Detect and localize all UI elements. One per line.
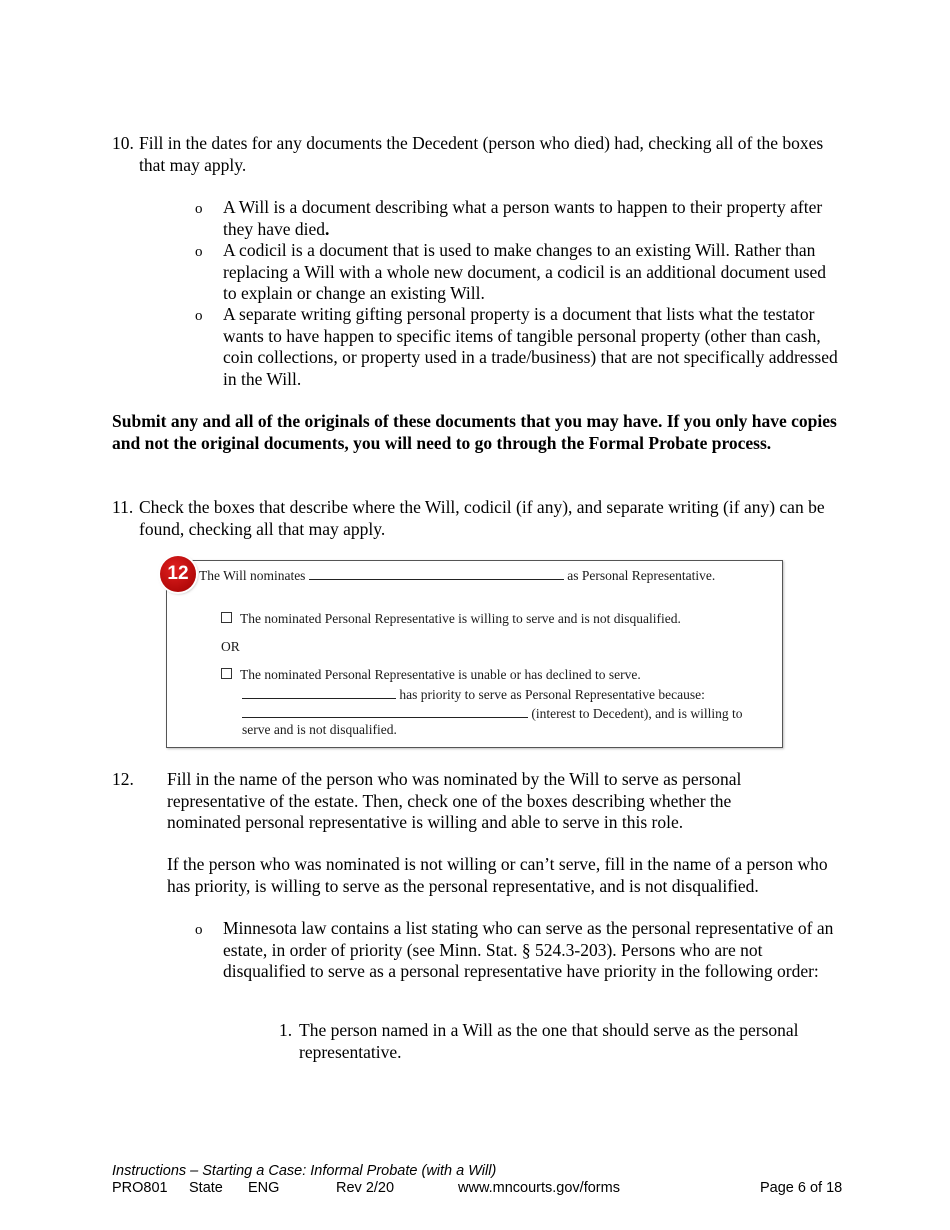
footer-website: www.mncourts.gov/forms — [458, 1180, 620, 1196]
interest-text: (interest to Decedent), and is willing to — [531, 706, 743, 721]
footer-title: Instructions – Starting a Case: Informal Probate (with a Will) — [112, 1163, 497, 1179]
bullet-icon: o — [195, 244, 203, 260]
interest-blank — [242, 703, 528, 718]
nominates-prefix: The Will nominates — [199, 568, 306, 583]
nominates-line — [199, 565, 715, 585]
bullet-will-text: A Will is a document describing what a person wants to happen to their property after they have died — [223, 197, 823, 239]
bullet-separate-writing-definition: A separate writing gifting personal property is a document that lists what the testator wants to have happen to specific items of tangible personal property (other than cash, coin collections, or property used in a trade/business) that are not specifically addressed in the Will. — [223, 304, 838, 389]
bullet-codicil-definition: A codicil is a document that is used to make changes to an existing Will. Rather than replacing a Will with a whole new document, a codicil is an additional document used to explain or change an existing Will. — [223, 240, 827, 303]
form-excerpt-box — [166, 560, 783, 748]
bullet-icon: o — [195, 308, 203, 324]
item-12-paragraph-2: If the person who was nominated is not willing or can’t serve, fill in the name of a person who has priority, is willing to serve as the personal representative, and is not disqualified. — [167, 854, 828, 896]
item-11-number: 11. — [112, 497, 134, 517]
priority-name-blank — [242, 684, 396, 699]
item-12-number: 12. — [112, 769, 134, 789]
serve-line: serve and is not disqualified. — [242, 722, 397, 737]
bullet-will-definition — [223, 197, 823, 240]
submit-originals-note: Submit any and all of the originals of these documents that you may have. If you only have copies and not the original documents, you will need to go through the Formal Probate process. — [112, 411, 837, 453]
nominee-name-blank — [309, 565, 564, 580]
list-item-1: The person named in a Will as the one that should serve as the personal representative. — [299, 1020, 799, 1062]
bullet-icon: o — [195, 922, 203, 938]
priority-line — [242, 684, 705, 704]
item-10-number: 10. — [112, 133, 134, 153]
footer-form-code: PRO801 — [112, 1180, 168, 1196]
footer-revision: Rev 2/20 — [336, 1180, 395, 1196]
item-11-text: Check the boxes that describe where the Will, codicil (if any), and separate writing (if any) can be found, checking all that may apply. — [139, 497, 825, 539]
list-number-1: 1. — [279, 1020, 293, 1040]
bullet-will-period: . — [325, 218, 330, 239]
option-unable-label: The nominated Personal Representative is unable or has declined to serve. — [240, 667, 641, 682]
item-12-paragraph-1: Fill in the name of the person who was nominated by the Will to serve as personal representative of the estate. Then, check one of the boxes describing whether the nominated personal representative is willing and able to serve in this role. — [167, 769, 742, 832]
priority-text: has priority to serve as Personal Representative because: — [399, 687, 705, 702]
checkbox-unable — [221, 668, 232, 679]
footer-jurisdiction: State — [189, 1180, 223, 1196]
step-12-badge: 12 — [160, 556, 196, 592]
footer-page-number: Page 6 of 18 — [760, 1180, 843, 1196]
interest-line — [242, 703, 742, 723]
bullet-priority-law: Minnesota law contains a list stating who can serve as the personal representative of an estate, in order of priority (see Minn. Stat. § 524.3-203). Persons who are not disqualified to serve as a personal representative have priority in the following order: — [223, 918, 834, 981]
footer-language: ENG — [248, 1180, 280, 1196]
checkbox-willing — [221, 612, 232, 623]
or-label: OR — [221, 639, 240, 654]
nominates-suffix: as Personal Representative. — [567, 568, 716, 583]
option-willing-label: The nominated Personal Representative is willing to serve and is not disqualified. — [240, 611, 681, 626]
item-10-text: Fill in the dates for any documents the Decedent (person who died) had, checking all of the boxes that may apply. — [139, 133, 824, 175]
bullet-icon: o — [195, 201, 203, 217]
option-unable — [221, 666, 641, 684]
option-willing — [221, 610, 681, 628]
